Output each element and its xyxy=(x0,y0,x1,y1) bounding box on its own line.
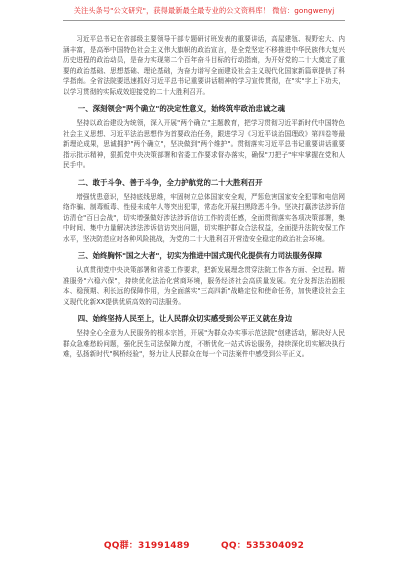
section-paragraph-3: 认真贯彻党中央决策部署和省委工作要求，把新发展理念贯穿法院工作各方面、全过程。精准服务"六稳六保"，持续优化法治化营商环境，服务经济社会高质量发展。充分发挥法治固根本、稳预期、利长远的保障作用，为全面落实"三高四新"战略定位和使命任务，加快建设社会主义现代化新XX提供优质高效的司法服务。 xyxy=(63,266,345,306)
section-paragraph-2: 增强忧患意识，坚持底线思维，牢固树立总体国家安全观，严惩危害国家安全犯罪和电信网络诈骗、制毒贩毒、性侵未成年人等突出犯罪，常态化开展扫黑除恶斗争。坚决打赢涉法涉诉信访清仓"百日会战"，切实增强做好涉法涉诉信访工作的责任感，全面贯彻落实各项决策部署，集中时间、集中力量解决涉法涉诉信访突出问题，切实维护群众合法权益，全面提升法院安保工作水平，坚决防范应对各种风险挑战，为党的二十大胜利召开营造安全稳定的政治社会环境。 xyxy=(63,192,345,243)
page-footer xyxy=(0,538,408,551)
section-heading-3: 三、始终胸怀"国之大者"，切实为推进中国式现代化提供有力司法服务保障 xyxy=(77,251,323,260)
intro-paragraph: 习近平总书记在省部级主要领导干部专题研讨班发表的重要讲话，高屋建瓴、视野宏大、内涵丰富，是高举中国特色社会主义伟大旗帜的政治宣言，是全党坚定不移推进中华民族伟大复兴历史进程的政治动员，是奋力实现第二个百年奋斗目标的行动指南，为开好党的二十大奠定了重要的政治基础、思想基础、理论基础，为奋力谱写全面建设社会主义现代化国家新篇章提供了科学指南。全省法院要迅速抓好习近平总书记重要讲话精神的学习宣传贯彻，在"实"字上下功夫，以学习贯彻的实际成效迎接党的二十大胜利召开。 xyxy=(63,35,345,96)
document-body xyxy=(63,34,345,360)
header-divider xyxy=(63,20,345,21)
section-heading-4: 四、始终坚持人民至上，让人民群众切实感受到公平正义就在身边 xyxy=(77,314,293,323)
qq-group-number: QQ群：31991489 xyxy=(103,541,190,551)
page-header-banner: 关注头条号"公文研究"，获得最新最全最专业的公文资料库！ 微信：gongwenyj xyxy=(73,6,335,15)
qq-number: QQ：535304092 xyxy=(221,541,305,551)
section-heading-1: 一、深刻领会"两个确立"的决定性意义，始终筑牢政治忠诚之魂 xyxy=(77,104,286,113)
section-heading-2: 二、敢于斗争、善于斗争，全力护航党的二十大胜利召开 xyxy=(77,177,263,187)
section-paragraph-4: 坚持全心全意为人民服务的根本宗旨，开展"为群众办实事示范法院"创建活动，解决好人民群众急难愁盼问题，强化民生司法保障力度，不断优化一站式诉讼服务，持续深化切实解决执行难，弘扬新时代"枫桥经验"，努力让人民群众在每一个司法案件中感受到公平正义。 xyxy=(63,329,345,358)
section-paragraph-1: 坚持以政治建设为统领，深入开展"两个确立"主题教育，把学习贯彻习近平新时代中国特色社会主义思想、习近平法治思想作为首要政治任务，跟进学习《习近平谈治国理政》第四卷等最新理论成果，思诚拥护"两个确立"，坚决做到"两个维护"。贯彻落实习近平总书记重要讲话重要指示批示精神，狠抓党中央决策部署和省委工作要求督办落实，确保"刀把子"牢牢掌握在党和人民手中。 xyxy=(63,119,345,169)
